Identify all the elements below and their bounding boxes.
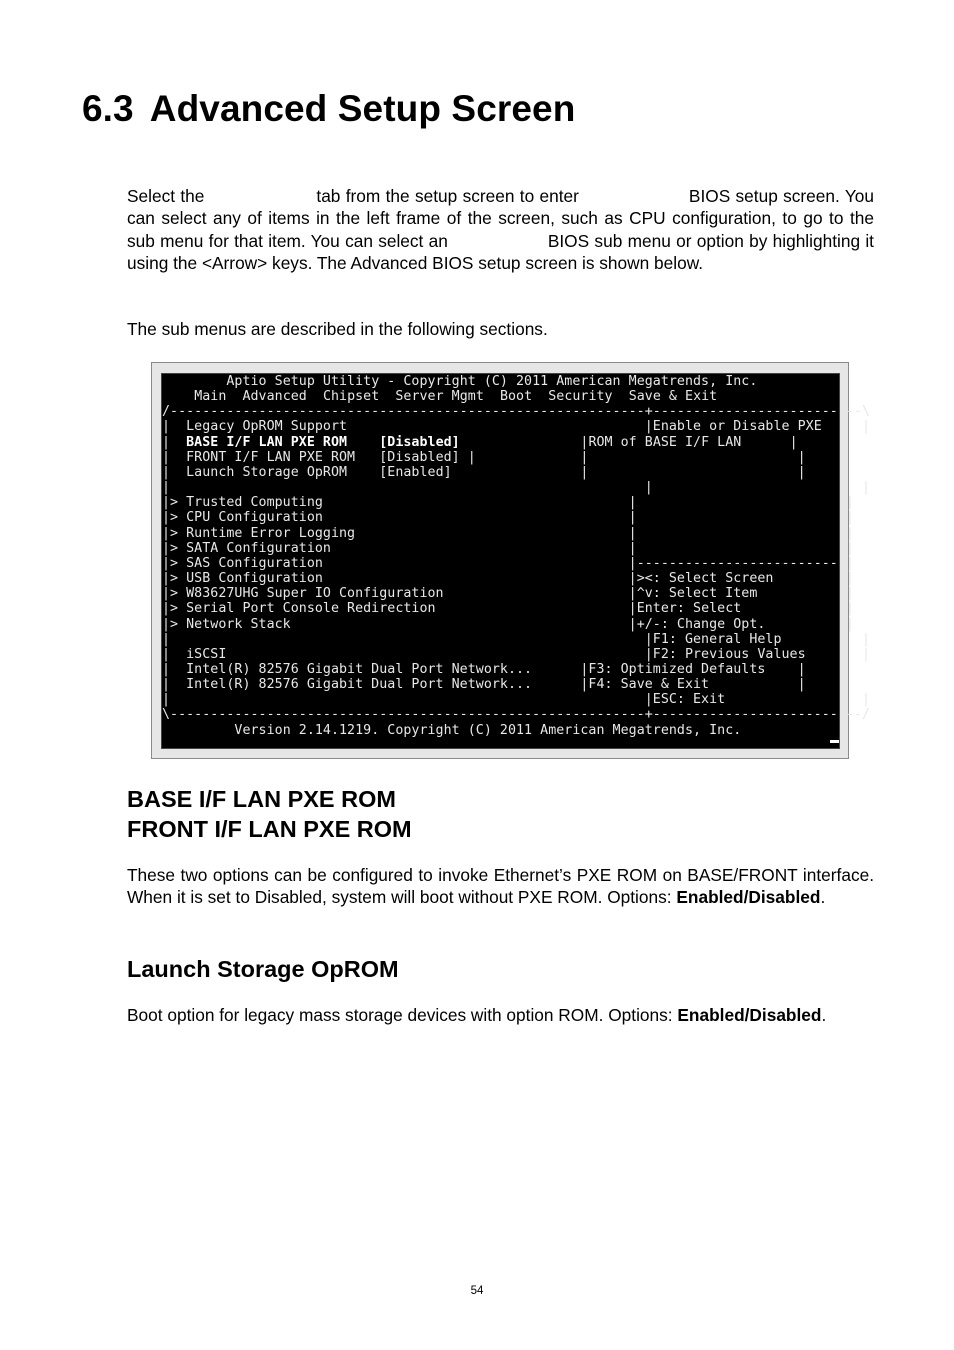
- setting-front-lan-pxe-value[interactable]: [Disabled]: [379, 449, 460, 465]
- section-title: Advanced Setup Screen: [149, 88, 576, 129]
- submenu-serial-port-console-redirection[interactable]: Serial Port Console Redirection: [186, 601, 436, 617]
- submenu-usb-configuration[interactable]: USB Configuration: [186, 571, 323, 587]
- setting-launch-storage-oprom[interactable]: Launch Storage OpROM: [186, 464, 348, 480]
- bios-text: Aptio Setup Utility - Copyright (C) 2011 American Megatrends, Inc. Main Advanced Chipset Server Mgmt Boot Security Save & Exit /-----------------------------------------------------------+--------------------------\ | Legacy OpROM Support |Enable or Disable PXE | | BASE I/F LAN PXE ROM [Disabled] |ROM of BASE I/F LAN | | FRONT I/F LAN PXE ROM [Disabled] | | | | Launch Storage OpROM [Enabled] | | | | | |> Trusted Computing | | |> CPU Configuration | | |> Runtime Error Logging | | |> SATA Configuration | | |> SAS Configuration |--------------------------| |> USB Configuration |><: Select Screen | |> W83627UHG Super IO Configuration |^v: Select Item | |> Serial Port Console Redirection |Enter: Select | |> Network Stack |+/-: Change Opt. | | |F1: General Help | | iSCSI |F2: Previous Values | | Intel(R) 82576 Gigabit Dual Port Network... |F3: Optimized Defaults | | Intel(R) 82576 Gigabit Dual Port Network... |F4: Save & Exit | | |ESC: Exit | \-----------------------------------------------------------+--------------------------/ Version 2.14.1219. Copyright (C) 2011 American Megatrends, Inc.: [162, 374, 871, 738]
- iscsi-item[interactable]: iSCSI: [186, 646, 227, 662]
- bios-menu-row: [162, 389, 717, 404]
- submenu-trusted-computing[interactable]: Trusted Computing: [186, 495, 323, 511]
- intro-text-3: BIOS setup screen. You can select any of items in the left frame of the screen, such as CPU configuration, to go to the sub menu for that item. You can select an: [127, 186, 874, 251]
- bios-title: Aptio Setup Utility - Copyright (C) 2011 American Megatrends, Inc.: [226, 374, 758, 389]
- submenu-super-io-configuration[interactable]: W83627UHG Super IO Configuration: [186, 586, 444, 602]
- bios-title-row: [162, 374, 757, 389]
- section1-end: .: [820, 887, 826, 908]
- submenu-runtime-error-logging[interactable]: Runtime Error Logging: [186, 525, 356, 541]
- help-text-line-2: ROM of BASE I/F LAN: [588, 434, 742, 450]
- setting-launch-storage-oprom-value[interactable]: [Enabled]: [379, 464, 452, 480]
- section-title-base-lan: BASE I/F LAN PXE ROM: [127, 786, 396, 812]
- intro-text-4: BIOS sub menu or option by highlighting it using the <Arrow> keys. The Advanced BIOS setup screen is shown below.: [127, 230, 874, 274]
- network-item-2[interactable]: Intel(R) 82576 Gigabit Dual Port Network...: [186, 677, 533, 693]
- menu-tab-security[interactable]: Security: [548, 389, 613, 405]
- key-help-select-screen: ><: Select Screen: [636, 571, 774, 587]
- section1-paragraph: [127, 864, 874, 909]
- intro-text-2: tab from the setup screen to enter: [316, 186, 579, 206]
- key-help-previous-values: F2: Previous Values: [652, 646, 806, 662]
- setting-front-lan-pxe[interactable]: FRONT I/F LAN PXE ROM: [186, 449, 356, 465]
- key-help-esc-exit: ESC: Exit: [652, 692, 726, 708]
- submenu-sata-configuration[interactable]: SATA Configuration: [186, 540, 331, 556]
- section1-text: These two options can be configured to invoke Ethernet’s PXE ROM on BASE/FRONT interface. When it is set to Disabled, system will boot without PXE ROM. Options:: [127, 865, 874, 908]
- key-help-select-item: ^v: Select Item: [636, 586, 758, 602]
- setting-base-lan-pxe[interactable]: BASE I/F LAN PXE ROM: [186, 434, 348, 450]
- section2-text: Boot option for legacy mass storage devices with option ROM. Options:: [127, 1005, 673, 1025]
- menu-tab-advanced[interactable]: Advanced: [242, 389, 307, 405]
- cursor-indicator: [830, 740, 839, 743]
- help-text-line-1: Enable or Disable PXE: [652, 419, 822, 435]
- bios-screenshot: [151, 362, 871, 759]
- key-help-enter-select: Enter: Select: [636, 601, 742, 617]
- setting-base-lan-pxe-value[interactable]: [Disabled]: [379, 434, 460, 450]
- key-help-general-help: F1: General Help: [652, 631, 782, 647]
- section2-end: .: [821, 1005, 827, 1025]
- section2-paragraph: [127, 1004, 874, 1026]
- submenu-sas-configuration[interactable]: SAS Configuration: [186, 555, 323, 571]
- key-help-save-exit: F4: Save & Exit: [588, 677, 710, 693]
- submenu-cpu-configuration[interactable]: CPU Configuration: [186, 510, 323, 526]
- sub-intro-paragraph: The sub menus are described in the following sections.: [127, 319, 548, 339]
- section-number: 6.3: [82, 88, 134, 129]
- menu-tab-server-mgmt[interactable]: Server Mgmt: [395, 389, 484, 405]
- page-number: 54: [470, 1285, 484, 1297]
- menu-tab-chipset[interactable]: Chipset: [322, 389, 380, 405]
- section-title-front-lan: FRONT I/F LAN PXE ROM: [127, 816, 412, 842]
- key-help-change-option: +/-: Change Opt.: [636, 616, 766, 632]
- network-item-1[interactable]: Intel(R) 82576 Gigabit Dual Port Network...: [186, 661, 533, 677]
- bios-version: Version 2.14.1219. Copyright (C) 2011 American Megatrends, Inc.: [234, 722, 742, 738]
- menu-tab-save-exit[interactable]: Save & Exit: [628, 389, 718, 405]
- section1-options: Enabled/Disabled: [676, 887, 821, 908]
- menu-tab-boot[interactable]: Boot: [499, 389, 533, 405]
- page-title: [82, 88, 575, 130]
- intro-paragraph: [127, 185, 874, 275]
- bios-screen: [161, 373, 871, 749]
- section2-options: Enabled/Disabled: [677, 1005, 822, 1025]
- setting-legacy-oprom[interactable]: Legacy OpROM Support: [186, 419, 348, 435]
- submenu-network-stack[interactable]: Network Stack: [186, 616, 291, 632]
- key-help-optimized-defaults: F3: Optimized Defaults: [588, 661, 766, 677]
- intro-text-1: Select the: [127, 186, 205, 206]
- section-title-launch-storage: Launch Storage OpROM: [127, 956, 399, 982]
- menu-tab-main[interactable]: Main: [194, 389, 227, 405]
